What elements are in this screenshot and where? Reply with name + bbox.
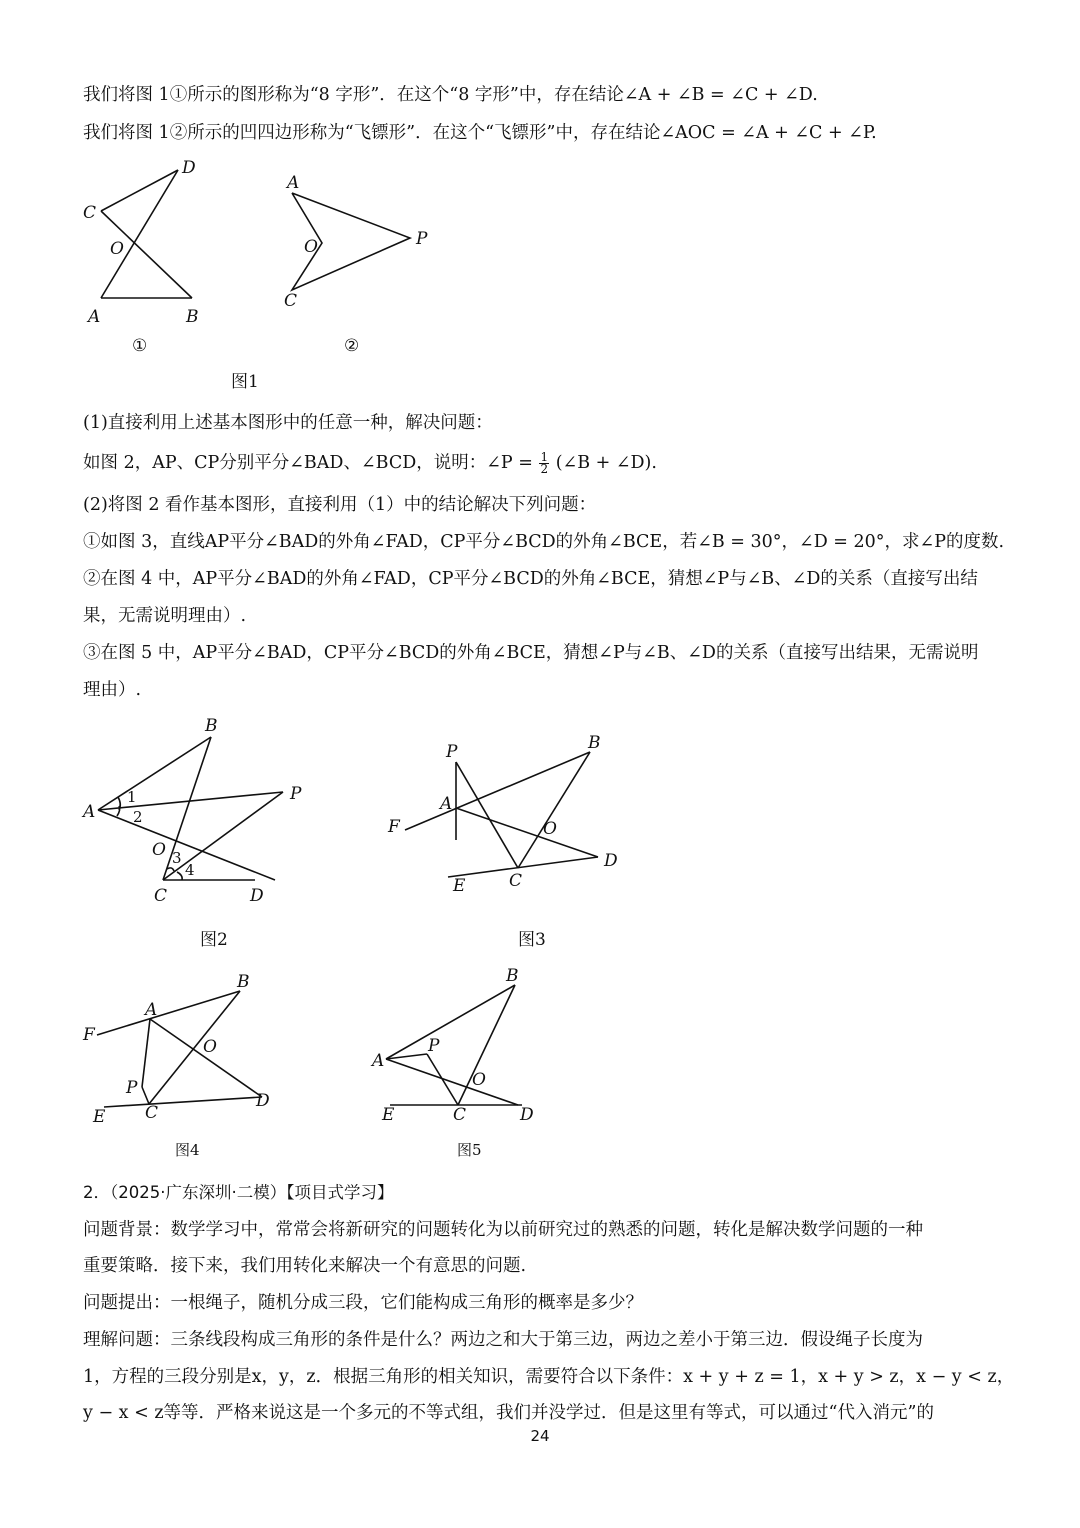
label-a: A [440, 794, 453, 814]
label-o: O [304, 237, 318, 257]
line-ed [104, 1097, 262, 1107]
label-angle-2: 2 [133, 808, 143, 826]
label-b: B [588, 733, 601, 753]
part2-question-2-line-2: 果，无需说明理由）. [83, 606, 247, 626]
segment-ap [142, 1019, 150, 1087]
page-number: 24 [530, 1427, 550, 1445]
label-a: A [287, 173, 300, 193]
label-p: P [428, 1036, 440, 1056]
label-angle-1: 1 [127, 788, 137, 806]
figure-4-caption: 图4 [175, 1141, 200, 1159]
label-a: A [83, 802, 96, 822]
intro-line-1: 我们将图 1①所示的图形称为“8 字形”．在这个“8 字形”中，存在结论∠A + ∠B = ∠C + ∠D. [83, 85, 818, 105]
angle-3-arc [167, 868, 174, 871]
figure-5-caption: 图5 [457, 1141, 482, 1159]
label-d: D [520, 1105, 534, 1125]
label-e: E [382, 1105, 395, 1125]
label-f: F [83, 1025, 95, 1045]
label-o: O [543, 819, 557, 839]
problem-2-header: 2．（2025·广东深圳·二模）【项目式学习】 [83, 1183, 394, 1202]
figure-2 [81, 716, 302, 906]
label-p: P [446, 742, 458, 762]
segment-ad [150, 1019, 262, 1097]
part2-question-1: ①如图 3，直线AP平分∠BAD的外角∠FAD，CP平分∠BCD的外角∠BCE，若∠B = 30°，∠D = 20°，求∠P的度数. [83, 532, 1005, 552]
label-angle-4: 4 [185, 861, 195, 879]
label-c: C [145, 1103, 159, 1123]
segment-pc [456, 762, 518, 868]
problem-2-understand-line-2: 1，方程的三段分别是x，y，z．根据三角形的相关知识，需要符合以下条件：x + y + z = 1，x + y > z，x − y < z， [83, 1367, 1015, 1387]
angle-4-arc [177, 872, 182, 880]
label-b: B [205, 716, 218, 736]
segment-ad [456, 808, 598, 857]
segment-bc [149, 991, 240, 1104]
figure-4 [82, 972, 270, 1127]
part2-title: (2)将图 2 看作基本图形，直接利用（1）中的结论解决下列问题： [83, 495, 597, 515]
label-p: P [416, 229, 428, 249]
label-e: E [93, 1107, 106, 1127]
label-c: C [83, 203, 97, 223]
figure-1-caption: 图1 [231, 372, 259, 392]
line-fb [405, 752, 590, 830]
segment-pc [142, 1087, 149, 1104]
figure-1-sub2-caption: ② [344, 336, 360, 356]
label-d: D [604, 851, 618, 871]
label-a: A [372, 1051, 385, 1071]
segment-ab [386, 985, 515, 1059]
part1-statement-prefix: 如图 2，AP、CP分别平分∠BAD、∠BCD，说明：∠P = [83, 453, 533, 473]
figure-1-sub1-caption: ① [132, 336, 148, 356]
label-d: D [182, 158, 196, 178]
label-c: C [453, 1105, 467, 1125]
label-d: D [250, 886, 264, 906]
label-p: P [290, 784, 302, 804]
label-o: O [152, 840, 166, 860]
label-f: F [388, 817, 400, 837]
part2-question-3-line-2: 理由）. [83, 680, 142, 700]
problem-2-understand-line-3: y − x < z等等．严格来说这是一个多元的不等式组，我们并没学过．但是这里有等式，可以通过“代入消元”的 [83, 1403, 934, 1423]
problem-2-question: 问题提出：一根绳子，随机分成三段，它们能构成三角形的概率是多少？ [83, 1293, 643, 1313]
problem-2-understand-line-1: 理解问题：三条线段构成三角形的条件是什么？两边之和大于第三边，两边之差小于第三边．假设绳子长度为 [83, 1330, 923, 1350]
label-angle-3: 3 [172, 849, 182, 867]
label-a: A [88, 307, 101, 327]
problem-2-background-line-2: 重要策略．接下来，我们用转化来解决一个有意思的问题. [83, 1256, 527, 1276]
figure-3-caption: 图3 [518, 930, 546, 950]
label-e: E [453, 876, 466, 896]
label-c: C [284, 291, 298, 311]
label-c: C [154, 886, 168, 906]
label-o: O [110, 239, 124, 259]
fraction-numerator: 1 [540, 450, 549, 464]
figure-3 [387, 733, 618, 896]
segment-ab [98, 737, 211, 810]
problem-2-background-line-1: 问题背景：数学学习中，常常会将新研究的问题转化为以前研究过的熟悉的问题，转化是解决数学问题的一种 [83, 1220, 923, 1240]
intro-line-2: 我们将图 1②所示的凹四边形称为“飞镖形”．在这个“飞镖形”中，存在结论∠AOC = ∠A + ∠C + ∠P. [83, 123, 877, 143]
label-d: D [256, 1091, 270, 1111]
label-b: B [237, 972, 250, 992]
line-fb [97, 991, 240, 1035]
label-o: O [472, 1070, 486, 1090]
part2-question-2-line-1: ②在图 4 中，AP平分∠BAD的外角∠FAD，CP平分∠BCD的外角∠BCE，猜想∠P与∠B、∠D的关系（直接写出结 [83, 569, 978, 589]
segment-ad [386, 1059, 518, 1105]
label-p: P [126, 1078, 138, 1098]
part1-title: (1)直接利用上述基本图形中的任意一种，解决问题： [83, 413, 493, 433]
label-b: B [186, 307, 199, 327]
label-b: B [506, 966, 519, 986]
label-a: A [145, 1000, 158, 1020]
fraction-denominator: 2 [540, 462, 549, 476]
part2-question-3-line-1: ③在图 5 中，AP平分∠BAD，CP平分∠BCD的外角∠BCE，猜想∠P与∠B、∠D的关系（直接写出结果，无需说明 [83, 643, 979, 663]
label-o: O [203, 1037, 217, 1057]
figure-5 [370, 966, 534, 1125]
figure-2-caption: 图2 [200, 930, 228, 950]
part1-statement-suffix: (∠B + ∠D). [555, 453, 657, 473]
segment-ap [98, 792, 283, 810]
label-c: C [509, 871, 523, 891]
segment-bc [163, 737, 211, 880]
